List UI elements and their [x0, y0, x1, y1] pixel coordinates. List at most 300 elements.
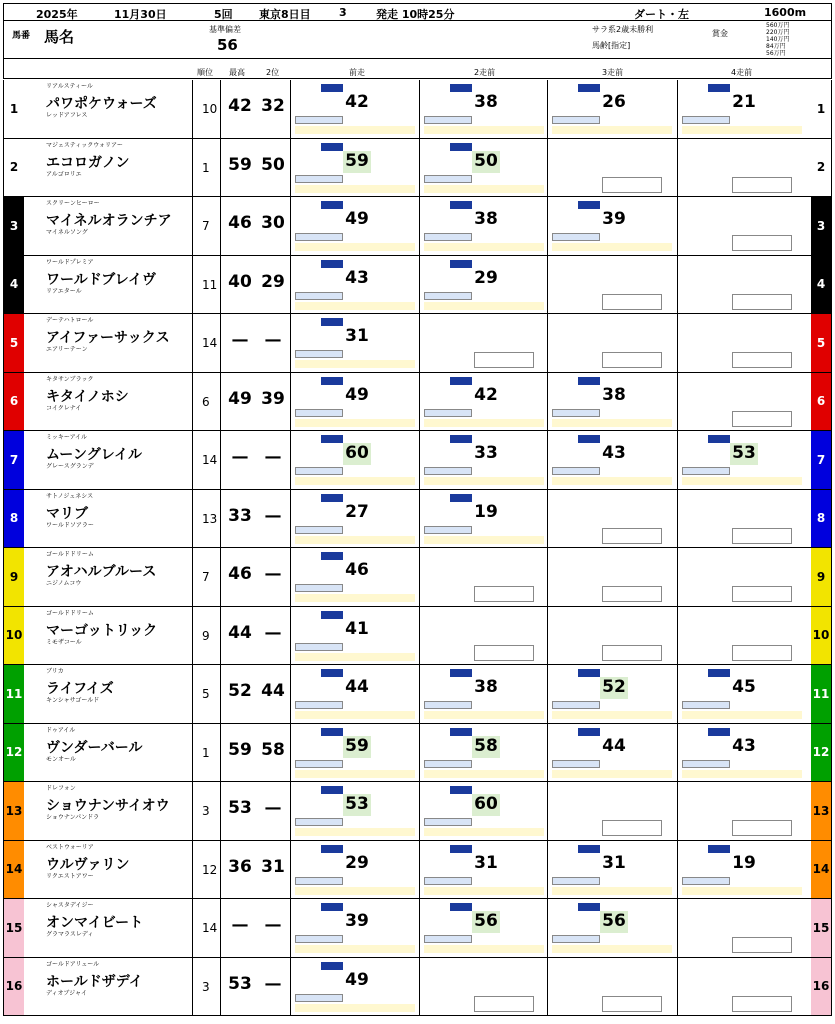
horse-name: ライフイズ: [46, 681, 114, 697]
best-rating: 59: [228, 739, 252, 760]
divider: [547, 607, 548, 665]
rank-value: 13: [202, 511, 218, 526]
race-rating: 52: [600, 677, 628, 699]
race-badge: [450, 201, 472, 209]
divider: [192, 548, 193, 606]
divider: [192, 841, 193, 899]
horse-row: [3, 607, 832, 666]
best-rating: 49: [228, 388, 252, 409]
position-tag: [552, 116, 600, 124]
race-rating: 58: [472, 736, 500, 758]
race-rating: 26: [600, 92, 628, 114]
comment-bar: [295, 594, 415, 602]
position-tag: [424, 116, 472, 124]
horse-row: [3, 373, 832, 432]
divider: [220, 197, 221, 255]
divider: [192, 197, 193, 255]
divider: [192, 314, 193, 372]
second-rating: 58: [261, 739, 285, 760]
race-badge: [578, 903, 600, 911]
divider: [192, 490, 193, 548]
second-rating: —: [264, 447, 282, 467]
comment-bar: [424, 302, 544, 310]
empty-box: [474, 586, 534, 602]
position-tag: [682, 760, 730, 768]
umaban-left: 5: [4, 314, 24, 372]
race-rating: 49: [343, 385, 371, 407]
horse-row: [3, 665, 832, 724]
umaban-right: 1: [811, 80, 831, 138]
empty-box: [602, 645, 662, 661]
race-badge: [450, 728, 472, 736]
race-rating: 53: [343, 794, 371, 816]
second-rating: 39: [261, 388, 285, 409]
comment-bar: [295, 185, 415, 193]
race-badge: [450, 903, 472, 911]
divider: [220, 724, 221, 782]
comment-bar: [682, 477, 802, 485]
second-rating: —: [264, 973, 282, 994]
umaban-left: 2: [4, 139, 24, 197]
divider: [290, 665, 291, 723]
position-tag: [682, 701, 730, 709]
empty-box: [474, 996, 534, 1012]
position-tag: [295, 409, 343, 417]
position-tag: [295, 584, 343, 592]
sire-name: ブリカ: [46, 668, 64, 675]
dam-name: グラマラスレディ: [46, 931, 94, 938]
empty-box: [602, 177, 662, 193]
empty-box: [602, 294, 662, 310]
best-rating: 52: [228, 681, 252, 701]
prize-4: 84万円: [766, 43, 786, 50]
best-rating: 42: [228, 96, 252, 116]
umaban-right: 15: [811, 899, 831, 957]
divider: [419, 314, 420, 372]
second-rating: —: [264, 622, 282, 643]
second-rating: —: [264, 915, 282, 935]
col-rank: 順位: [197, 68, 213, 77]
dam-name: ミモザコール: [46, 638, 82, 646]
race-rating: 42: [472, 385, 500, 407]
divider: [677, 665, 678, 723]
sire-name: マジェスティックウォリアー: [46, 141, 123, 149]
comment-bar: [424, 477, 544, 485]
divider: [192, 139, 193, 197]
horse-row: [3, 958, 832, 1017]
race-rating: 27: [343, 502, 371, 524]
comment-bar: [295, 653, 415, 661]
divider: [547, 139, 548, 197]
position-tag: [295, 994, 343, 1002]
rank-value: 11: [202, 277, 218, 292]
race-badge: [321, 260, 343, 268]
race-rating: 41: [343, 619, 371, 641]
horse-row: [3, 548, 832, 607]
divider: [192, 724, 193, 782]
second-rating: —: [264, 330, 282, 350]
divider: [290, 958, 291, 1016]
race-rating: 60: [343, 443, 371, 465]
dam-name: ディオブジャイ: [46, 989, 87, 997]
dam-name: ショウナンパンドラ: [46, 814, 100, 821]
divider: [290, 256, 291, 314]
race-rating: 44: [343, 677, 371, 699]
comment-bar: [295, 1004, 415, 1012]
race-rating: 19: [730, 853, 758, 875]
comment-bar: [424, 887, 544, 895]
position-tag: [295, 935, 343, 943]
divider: [547, 256, 548, 314]
prize-5: 56万円: [766, 50, 786, 57]
divider: [677, 607, 678, 665]
race-badge: [321, 143, 343, 151]
divider: [192, 782, 193, 840]
umaban-left: 15: [4, 899, 24, 957]
position-tag: [682, 116, 730, 124]
divider: [677, 256, 678, 314]
empty-box: [732, 996, 792, 1012]
best-rating: 40: [228, 271, 252, 292]
horse-row: [3, 314, 832, 373]
divider: [677, 548, 678, 606]
prize-label: 賞金: [712, 29, 728, 38]
race-rating: 31: [472, 853, 500, 875]
race-rating: 46: [343, 560, 371, 582]
divider: [290, 197, 291, 255]
race-badge: [708, 728, 730, 736]
rank-value: 6: [202, 394, 210, 409]
race-badge: [450, 377, 472, 385]
race-badge: [578, 84, 600, 92]
divider: [547, 373, 548, 431]
race-rating: 56: [472, 911, 500, 933]
divider: [547, 665, 548, 723]
rank-value: 1: [202, 745, 210, 760]
empty-box: [732, 528, 792, 544]
divider: [419, 548, 420, 606]
race-badge: [321, 84, 343, 92]
dam-name: リクエストアワー: [46, 872, 94, 880]
divider: [677, 490, 678, 548]
rank-value: 5: [202, 687, 210, 701]
comment-bar: [552, 126, 672, 134]
race-badge: [450, 845, 472, 853]
best-rating: 44: [228, 622, 252, 643]
dam-name: マイネルソング: [46, 229, 88, 236]
comment-bar: [295, 243, 415, 251]
race-badge: [450, 786, 472, 794]
divider: [677, 841, 678, 899]
umaban-left: 10: [4, 607, 24, 665]
umaban-left: 4: [4, 256, 24, 314]
comment-bar: [295, 770, 415, 778]
race-rating: 39: [343, 911, 371, 933]
rank-value: 14: [202, 921, 218, 935]
divider: [419, 841, 420, 899]
comment-bar: [552, 243, 672, 251]
position-tag: [295, 818, 343, 826]
umaban-right: 12: [811, 724, 831, 782]
race-badge: [450, 260, 472, 268]
divider: [419, 80, 420, 138]
horse-row: [3, 841, 832, 900]
divider: [547, 841, 548, 899]
rank-value: 14: [202, 336, 218, 350]
col-prev2: 2走前: [474, 68, 496, 77]
divider: [419, 607, 420, 665]
comment-bar: [424, 185, 544, 193]
comment-bar: [424, 828, 544, 836]
comment-bar: [424, 711, 544, 719]
position-tag: [295, 877, 343, 885]
race-rating: 60: [472, 794, 500, 816]
horse-name: マイネルオランチア: [46, 213, 172, 229]
umaban-right: 2: [811, 139, 831, 197]
umaban-left: 12: [4, 724, 24, 782]
sire-name: ドゥアイル: [46, 726, 76, 734]
divider: [290, 782, 291, 840]
divider: [677, 197, 678, 255]
position-tag: [295, 233, 343, 241]
race-rating: 56: [600, 911, 628, 933]
divider: [547, 782, 548, 840]
umaban-left: 13: [4, 782, 24, 840]
umaban-right: 16: [811, 958, 831, 1016]
comment-bar: [424, 945, 544, 953]
umaban-right: 8: [811, 490, 831, 548]
position-tag: [295, 467, 343, 475]
race-badge: [578, 201, 600, 209]
divider: [220, 139, 221, 197]
std-label: 基準偏差: [209, 25, 241, 34]
empty-box: [602, 528, 662, 544]
race-number: 3: [339, 6, 347, 19]
second-rating: 32: [261, 96, 285, 116]
divider: [419, 197, 420, 255]
comment-bar: [295, 302, 415, 310]
empty-box: [732, 177, 792, 193]
race-rating: 29: [472, 268, 500, 290]
comment-bar: [552, 711, 672, 719]
empty-box: [474, 645, 534, 661]
divider: [220, 490, 221, 548]
divider: [290, 899, 291, 957]
divider: [192, 607, 193, 665]
umaban-left: 9: [4, 548, 24, 606]
race-rating: 39: [600, 209, 628, 231]
divider: [419, 256, 420, 314]
umaban-right: 6: [811, 373, 831, 431]
empty-box: [732, 411, 792, 427]
comment-bar: [424, 243, 544, 251]
prize-1: 560万円: [766, 22, 790, 29]
position-tag: [682, 877, 730, 885]
comment-bar: [552, 477, 672, 485]
race-rating: 50: [472, 151, 500, 173]
comment-bar: [682, 887, 802, 895]
horse-name: パワポケウォーズ: [46, 96, 157, 112]
comment-bar: [682, 711, 802, 719]
race-rating: 19: [472, 502, 500, 524]
second-rating: —: [264, 505, 282, 526]
umaban-left: 1: [4, 80, 24, 138]
rank-value: 10: [202, 102, 218, 116]
horse-row: [3, 139, 832, 198]
race-rating: 38: [600, 385, 628, 407]
horse-name: オンマイビート: [46, 915, 144, 931]
sire-name: ワールドプレミア: [46, 258, 94, 266]
empty-box: [602, 352, 662, 368]
divider: [677, 139, 678, 197]
divider: [290, 139, 291, 197]
best-rating: —: [231, 915, 249, 935]
horse-name: アオハルブルース: [46, 564, 157, 580]
position-tag: [552, 877, 600, 885]
race-rating: 31: [343, 326, 371, 348]
horse-row: [3, 782, 832, 841]
divider: [419, 665, 420, 723]
second-rating: 30: [261, 213, 285, 233]
position-tag: [295, 701, 343, 709]
race-badge: [708, 669, 730, 677]
umaban-right: 10: [811, 607, 831, 665]
divider: [220, 958, 221, 1016]
divider: [419, 724, 420, 782]
comment-bar: [552, 419, 672, 427]
divider: [677, 314, 678, 372]
race-class: サラ系2歳未勝利: [592, 25, 654, 34]
col-best: 最高: [229, 68, 245, 77]
race-badge: [578, 435, 600, 443]
best-rating: 59: [228, 154, 252, 175]
best-rating: 53: [228, 973, 252, 994]
umaban-right: 4: [811, 256, 831, 314]
comment-bar: [424, 536, 544, 544]
empty-box: [602, 586, 662, 602]
divider: [192, 431, 193, 489]
position-tag: [552, 935, 600, 943]
divider: [220, 607, 221, 665]
rank-value: 12: [202, 862, 218, 877]
dam-name: リアエタール: [46, 287, 82, 295]
position-tag: [424, 233, 472, 241]
divider: [192, 665, 193, 723]
race-badge: [321, 318, 343, 326]
position-tag: [552, 467, 600, 475]
race-badge: [321, 552, 343, 560]
sire-name: デーテハトロール: [46, 317, 94, 324]
divider: [220, 548, 221, 606]
umaban-right: 14: [811, 841, 831, 899]
position-tag: [295, 526, 343, 534]
divider: [192, 373, 193, 431]
divider: [290, 373, 291, 431]
race-badge: [578, 377, 600, 385]
divider: [419, 139, 420, 197]
divider: [419, 782, 420, 840]
race-badge: [578, 669, 600, 677]
divider: [290, 431, 291, 489]
position-tag: [295, 760, 343, 768]
dam-name: ワールドソアラー: [46, 521, 94, 529]
best-rating: 46: [228, 213, 252, 233]
empty-box: [602, 996, 662, 1012]
horse-name: ショウナンサイオウ: [46, 798, 170, 814]
divider: [220, 431, 221, 489]
divider: [290, 80, 291, 138]
comment-bar: [295, 419, 415, 427]
divider: [547, 80, 548, 138]
position-tag: [552, 409, 600, 417]
divider: [419, 958, 420, 1016]
position-tag: [424, 818, 472, 826]
sire-name: キタサンブラック: [46, 375, 94, 383]
position-tag: [424, 292, 472, 300]
empty-box: [732, 645, 792, 661]
dam-name: アルゴロリエ: [46, 170, 82, 178]
divider: [290, 548, 291, 606]
horse-name: ムーングレイル: [46, 447, 143, 463]
umaban-left: 6: [4, 373, 24, 431]
position-tag: [295, 175, 343, 183]
comment-bar: [295, 711, 415, 719]
empty-box: [732, 294, 792, 310]
divider: [677, 782, 678, 840]
best-rating: 36: [228, 856, 252, 877]
race-badge: [450, 435, 472, 443]
divider: [677, 373, 678, 431]
position-tag: [682, 467, 730, 475]
race-rating: 38: [472, 209, 500, 231]
comment-bar: [295, 536, 415, 544]
rank-value: 1: [202, 160, 210, 175]
divider: [547, 899, 548, 957]
second-rating: —: [264, 798, 282, 818]
position-tag: [424, 526, 472, 534]
horse-name: マリブ: [46, 505, 88, 522]
position-tag: [552, 233, 600, 241]
sire-name: ドレフォン: [46, 785, 76, 792]
empty-box: [732, 937, 792, 953]
divider: [677, 899, 678, 957]
col-name: 馬名: [44, 28, 75, 46]
rank-value: 3: [202, 804, 210, 818]
divider: [547, 724, 548, 782]
best-rating: —: [231, 447, 249, 467]
race-badge: [450, 84, 472, 92]
horse-name: ワールドブレイヴ: [46, 271, 157, 288]
horse-row: [3, 80, 832, 139]
dam-name: エアリーテーン: [46, 346, 88, 353]
comment-bar: [295, 126, 415, 134]
divider: [677, 431, 678, 489]
divider: [290, 607, 291, 665]
horse-row: [3, 197, 832, 256]
position-tag: [424, 877, 472, 885]
comment-bar: [552, 770, 672, 778]
best-rating: 53: [228, 798, 252, 818]
position-tag: [295, 116, 343, 124]
umaban-right: 13: [811, 782, 831, 840]
comment-bar: [682, 126, 802, 134]
divider: [192, 899, 193, 957]
position-tag: [295, 292, 343, 300]
race-badge: [321, 435, 343, 443]
col-prev1: 前走: [349, 68, 365, 77]
umaban-left: 7: [4, 431, 24, 489]
horse-name: ウルヴァリン: [46, 856, 130, 873]
